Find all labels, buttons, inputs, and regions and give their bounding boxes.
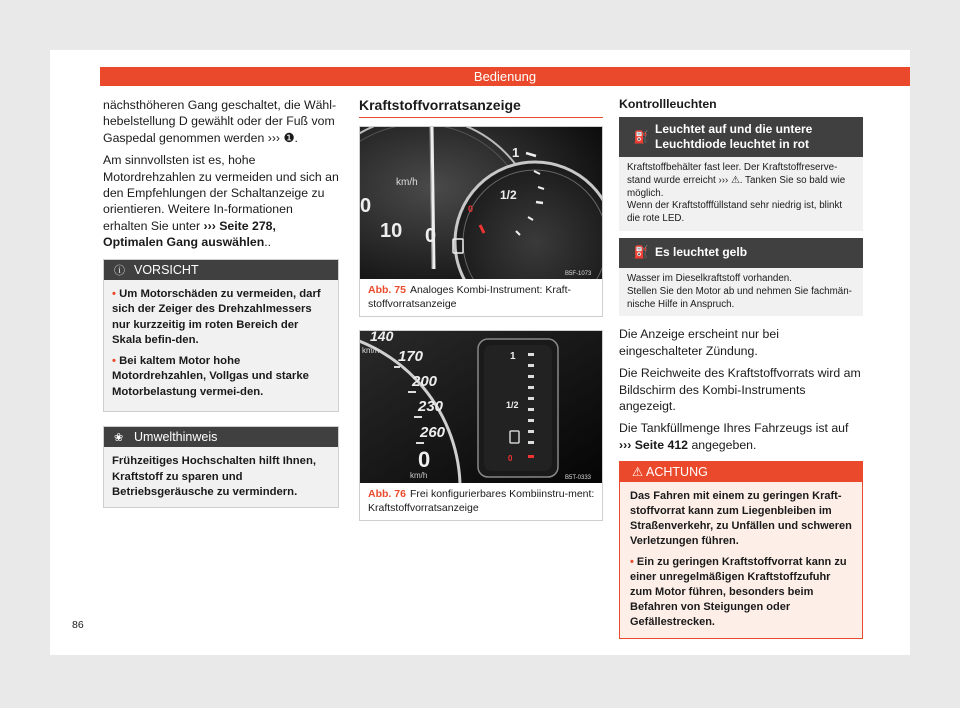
environment-title: Umwelthinweis: [134, 430, 218, 445]
fuel-label-empty: 0: [468, 204, 474, 214]
speed-unit-label: km/h: [396, 177, 418, 188]
warning-lamp-water: [619, 238, 863, 316]
lamp-title: Leuchtet auf und die untere Leuchtdiode leuchtet in rot: [655, 122, 813, 151]
lamp-text: Stellen Sie den Motor ab und nehmen Sie fachmän-nische Hilfe in Anspruch.: [627, 285, 852, 310]
figure-number: Abb. 76: [368, 488, 406, 500]
speed-digit: 0: [360, 195, 372, 217]
page-number: 86: [72, 619, 84, 631]
figure-caption: [360, 483, 602, 520]
digital-cluster-illustration: [360, 331, 602, 483]
caution-title: VORSICHT: [134, 262, 199, 277]
section-subtitle: Kontrollleuchten: [619, 97, 717, 111]
fuel-label-full: 1: [510, 351, 516, 362]
lamp-text: Wenn der Kraftstofffüllstand sehr niedrig ist, blinkt die rote LED.: [627, 200, 843, 225]
speed-unit-label: km/h: [362, 346, 380, 355]
flower-icon: ❀: [114, 432, 124, 445]
speed-scale-label: 230: [418, 398, 444, 415]
column-right: [619, 97, 863, 639]
bullet-icon: •: [112, 354, 116, 367]
fuel-label-empty: 0: [508, 454, 513, 463]
lamp-header: [619, 238, 863, 268]
lamp-title: Es leuchtet gelb: [655, 245, 748, 260]
page-reference-link[interactable]: ››› Seite 278, Optimalen Gang auswählen: [103, 218, 276, 250]
bullet-icon: •: [630, 556, 634, 569]
figure-code: B5T-0333: [565, 475, 592, 481]
speed-digit: 10: [380, 220, 403, 242]
lamp-header: [619, 117, 863, 157]
figure-number: Abb. 75: [368, 284, 406, 296]
fuel-water-icon: ⛽: [633, 245, 649, 260]
column-middle: [359, 97, 603, 521]
speed-digit: 0: [425, 225, 437, 247]
manual-page: [50, 50, 910, 655]
paragraph-end: ..: [264, 235, 272, 250]
environment-box: [103, 426, 339, 508]
digital-speed-value: 0: [418, 447, 431, 472]
figure-76: [359, 330, 603, 521]
caption-text: Frei konfigurierbares Kombiinstru-ment: Kraftstoffvorratsanzeige: [368, 488, 595, 514]
caution-header: [104, 260, 338, 280]
caption-text: Analoges Kombi-Instrument: Kraft-stoffvorratsanzeige: [368, 284, 572, 310]
paragraph: Die Anzeige erscheint nur bei eingeschalteter Zündung.: [619, 327, 779, 358]
section-header: Bedienung: [100, 67, 910, 86]
warning-box: [619, 461, 863, 639]
speed-scale-label: 260: [420, 424, 446, 441]
figure-code: B5F-1073: [565, 271, 592, 277]
fuel-label-half: 1/2: [506, 400, 519, 410]
list-item: [630, 555, 852, 630]
page-reference-link[interactable]: ››› Seite 412: [619, 437, 689, 452]
paragraph-text: Am sinnvollsten ist es, hohe Motordrehzahlen zu vermeiden und sich an den Empfehlungen der Schaltanzeige zu orientieren. Weitere In-formationen erhalten Sie unter: [103, 153, 339, 233]
caution-body: [104, 280, 338, 412]
bullet-icon: •: [112, 287, 116, 300]
column-left: [103, 97, 339, 508]
list-item-text: Um Motorschäden zu vermeiden, darf sich der Zeiger des Drehzahlmessers nur kurzzeitig im roten Bereich der Skala befin-den.: [112, 287, 321, 347]
warning-triangle-icon: ⚠: [632, 465, 644, 480]
lamp-text: Wasser im Dieselkraftstoff vorhanden.: [627, 272, 792, 284]
list-item: [112, 287, 330, 349]
speed-scale-label: 140: [370, 331, 394, 344]
analog-cluster-illustration: [360, 127, 602, 279]
warning-title: ACHTUNG: [646, 465, 708, 480]
section-title: Kraftstoffvorratsanzeige: [359, 97, 603, 118]
info-circle-icon: ⓘ: [114, 264, 125, 277]
paragraph-end: angegeben.: [688, 437, 757, 452]
paragraph: [619, 420, 863, 453]
paragraph-text: Die Tankfüllmenge Ihres Fahrzeugs ist auf: [619, 421, 849, 436]
digital-speed-unit: km/h: [410, 471, 428, 480]
speed-scale-label: 170: [398, 348, 424, 365]
analog-gauge-image: [360, 127, 602, 279]
paragraph: [103, 152, 339, 250]
paragraph: nächsthöheren Gang geschaltet, die Wähl-hebelstellung D gewählt oder der Fuß vom Gaspedal genommen werden ››› ❶.: [103, 98, 337, 145]
caution-box: [103, 259, 339, 413]
lamp-description: [619, 268, 863, 316]
lamp-text: Kraftstoffbehälter fast leer. Der Kraftstoffreserve-stand wurde erreicht ››› ⚠. Tanken Sie so bald wie möglich.: [627, 162, 846, 199]
warning-body: [620, 482, 862, 638]
figure-caption: [360, 279, 602, 316]
figure-75: [359, 126, 603, 317]
list-item: [112, 354, 330, 401]
environment-body: Frühzeitiges Hochschalten hilft Ihnen, Kraftstoff zu sparen und Betriebsgeräusche zu vermindern.: [104, 447, 338, 507]
speed-scale-label: 200: [412, 373, 438, 390]
digital-gauge-image: [360, 331, 602, 483]
environment-header: [104, 427, 338, 447]
fuel-label-half: 1/2: [500, 188, 517, 202]
lamp-description: [619, 157, 863, 231]
list-item-text: Bei kaltem Motor hohe Motordrehzahlen, Vollgas und starke Motorbelastung vermei-den.: [112, 354, 309, 398]
warning-header: [620, 462, 862, 482]
fuel-label-full: 1: [512, 145, 520, 160]
fuel-pump-icon: ⛽: [633, 129, 649, 144]
paragraph: Die Reichweite des Kraftstoffvorrats wird am Bildschirm des Kombi-Instruments angezeigt.: [619, 366, 861, 413]
list-item-text: Ein zu geringen Kraftstoffvorrat kann zu einer unregelmäßigen Kraftstoffzufuhr zum Motor führen, besonders beim Befahren von Steigungen oder Gefällestrecken.: [630, 556, 847, 629]
warning-text: Das Fahren mit einem zu geringen Kraft-stoffvorrat kann zum Liegenbleiben im Straßenverkehr, zu Unfällen und schweren Verletzungen führen.: [630, 490, 852, 548]
warning-lamp-reserve: [619, 117, 863, 231]
